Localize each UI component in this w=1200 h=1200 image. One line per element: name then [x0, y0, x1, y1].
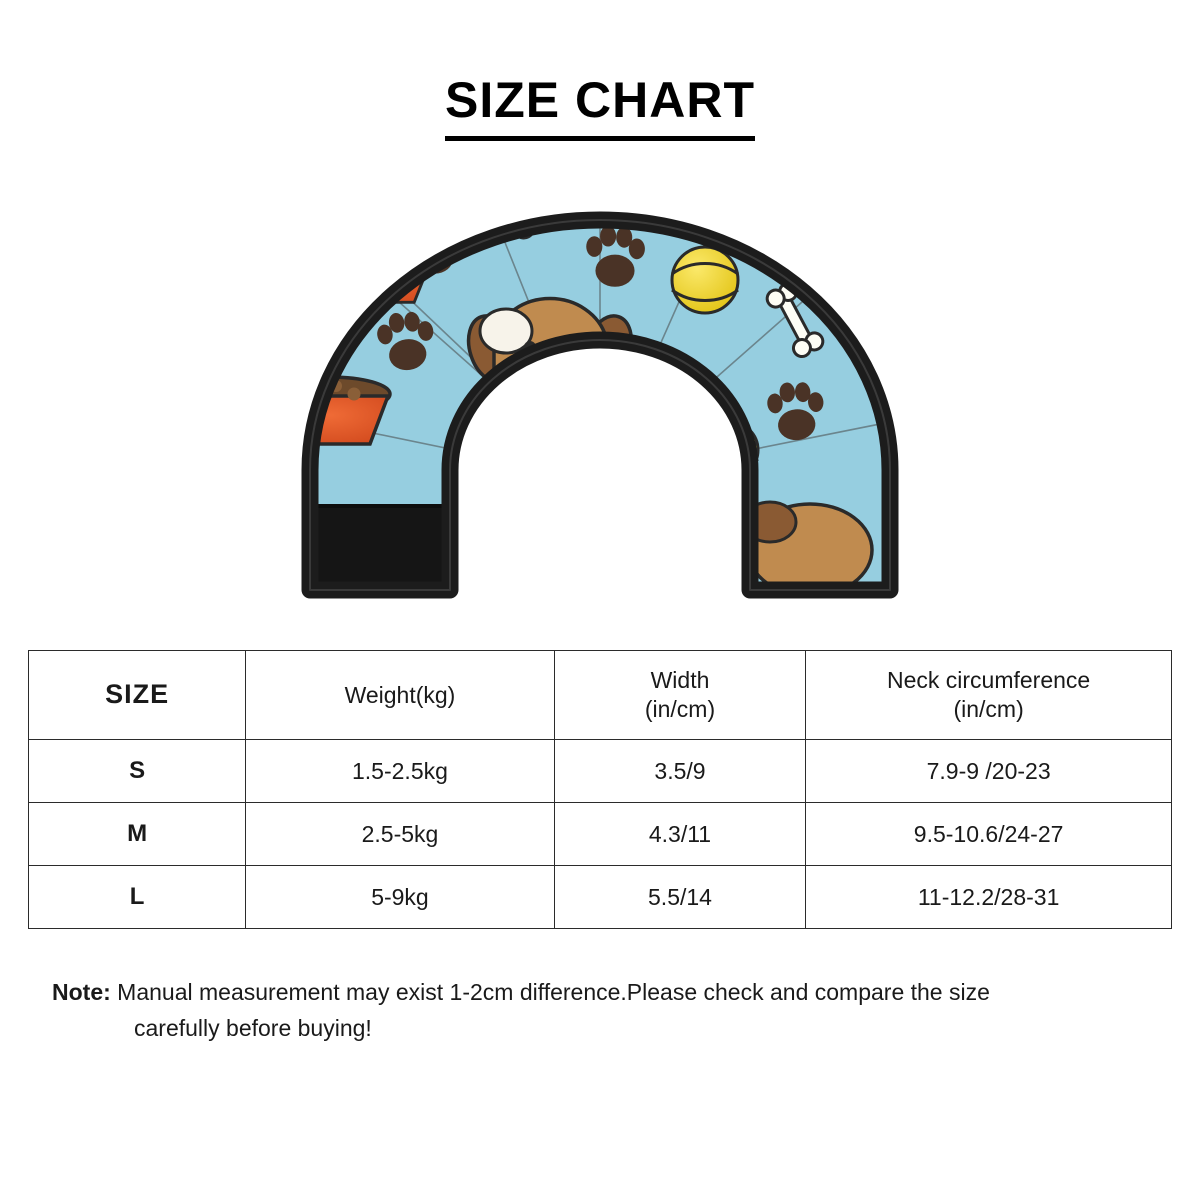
size-table	[28, 650, 1172, 929]
note-line-2: carefully before buying!	[134, 1014, 372, 1041]
cell-weight: 1.5-2.5kg	[246, 740, 555, 803]
cell-neck: 9.5-10.6/24-27	[806, 803, 1172, 866]
cell-size: M	[29, 803, 246, 866]
table-header-row	[29, 651, 1172, 740]
cell-weight: 5-9kg	[246, 866, 555, 929]
product-illustration-svg	[250, 170, 950, 630]
cell-width: 4.3/11	[554, 803, 805, 866]
column-header-weight: Weight(kg)	[246, 651, 555, 740]
cell-neck: 11-12.2/28-31	[806, 866, 1172, 929]
note-label: Note:	[52, 979, 111, 1005]
size-table-container	[28, 650, 1172, 929]
column-header-neck-line1: Neck circumference	[886, 667, 1091, 694]
column-header-neck	[806, 651, 1172, 740]
cell-width: 5.5/14	[554, 866, 805, 929]
column-header-neck-line2: (in/cm)	[953, 696, 1024, 722]
cell-width: 3.5/9	[554, 740, 805, 803]
table-row	[29, 866, 1172, 929]
table-row	[29, 740, 1172, 803]
product-image	[250, 170, 950, 630]
note-block	[52, 975, 1162, 1046]
table-header	[29, 651, 1172, 740]
column-header-size: SIZE	[29, 651, 246, 740]
table-body	[29, 740, 1172, 929]
cell-neck: 7.9-9 /20-23	[806, 740, 1172, 803]
column-header-width	[554, 651, 805, 740]
page-title: SIZE CHART	[445, 72, 755, 141]
cell-size: L	[29, 866, 246, 929]
column-header-width-line2: (in/cm)	[644, 696, 716, 722]
velcro-strap	[316, 506, 450, 590]
cell-size: S	[29, 740, 246, 803]
table-row	[29, 803, 1172, 866]
page-title-container	[0, 72, 1200, 141]
column-header-width-line1: Width	[650, 667, 710, 694]
note-line-1: Manual measurement may exist 1-2cm difference.Please check and compare the size	[117, 979, 990, 1005]
cell-weight: 2.5-5kg	[246, 803, 555, 866]
